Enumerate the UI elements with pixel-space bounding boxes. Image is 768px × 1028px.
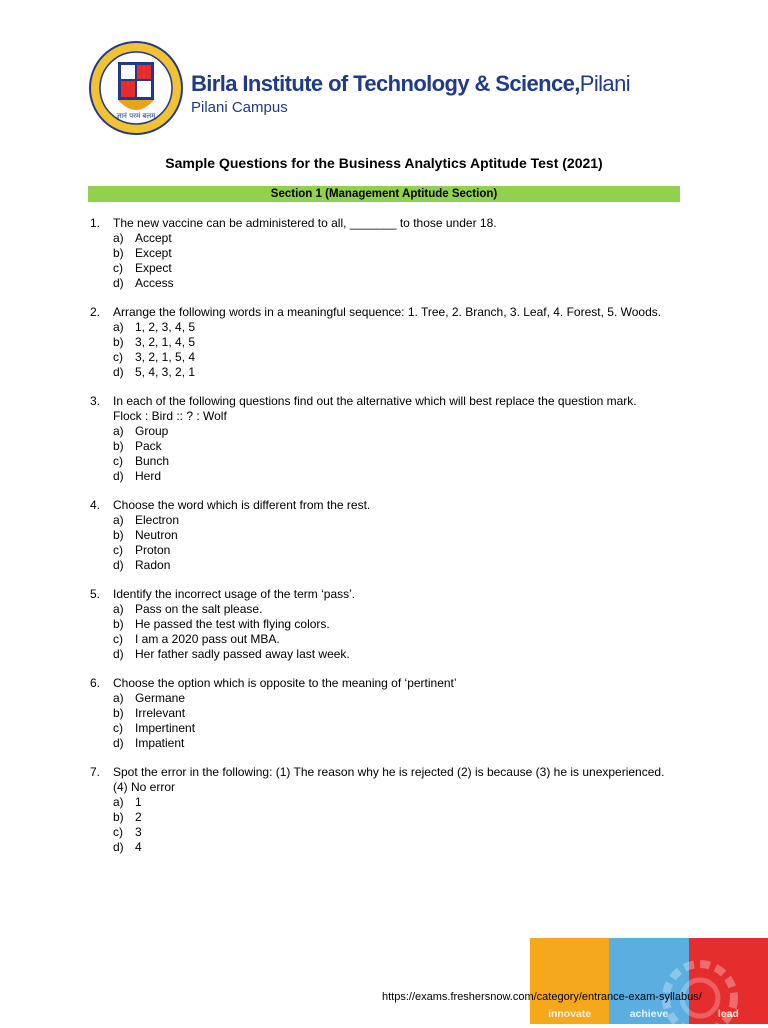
answer-option xyxy=(90,617,690,632)
question-row xyxy=(90,394,690,409)
answer-option xyxy=(90,558,690,573)
option-letter: d) xyxy=(113,276,124,290)
svg-text:ज्ञानं परमं बलम्: ज्ञानं परमं बलम् xyxy=(116,112,156,120)
option-text: Expect xyxy=(135,261,172,275)
option-text: Her father sadly passed away last week. xyxy=(135,647,350,661)
option-text: Impertinent xyxy=(135,721,196,735)
answer-option xyxy=(90,424,690,439)
question-number: 1. xyxy=(90,216,101,230)
option-text: 1 xyxy=(135,795,142,809)
answer-option xyxy=(90,721,690,736)
option-letter: b) xyxy=(113,246,124,260)
gear-watermark-icon xyxy=(640,948,760,1028)
option-letter: b) xyxy=(113,439,124,453)
answer-option xyxy=(90,276,690,291)
answer-option xyxy=(90,365,690,380)
option-text: 1, 2, 3, 4, 5 xyxy=(135,320,196,334)
option-letter: d) xyxy=(113,365,124,379)
question-number: 4. xyxy=(90,498,101,512)
option-text: Access xyxy=(135,276,174,290)
answer-option xyxy=(90,632,690,647)
question-number: 3. xyxy=(90,394,101,408)
question-item xyxy=(90,498,690,573)
option-letter: c) xyxy=(113,543,123,557)
option-letter: a) xyxy=(113,424,124,438)
question-item xyxy=(90,305,690,380)
option-letter: a) xyxy=(113,513,124,527)
option-letter: a) xyxy=(113,231,124,245)
page-header xyxy=(88,40,653,140)
option-text: He passed the test with flying colors. xyxy=(135,617,330,631)
question-text: Arrange the following words in a meaningful sequence: 1. Tree, 2. Branch, 3. Leaf, 4. Forest, 5. Woods. xyxy=(113,305,662,319)
answer-option xyxy=(90,469,690,484)
answer-option xyxy=(90,528,690,543)
question-number: 6. xyxy=(90,676,101,690)
answer-option xyxy=(90,246,690,261)
option-letter: a) xyxy=(113,795,124,809)
option-letter: d) xyxy=(113,469,124,483)
question-text: In each of the following questions find out the alternative which will best replace the question mark. xyxy=(113,394,637,408)
band-label: achieve xyxy=(629,1008,669,1020)
band-innovate xyxy=(530,938,609,1024)
answer-option xyxy=(90,543,690,558)
option-letter: b) xyxy=(113,528,124,542)
bits-pilani-logo-icon xyxy=(88,40,184,136)
answer-option xyxy=(90,320,690,335)
answer-option xyxy=(90,647,690,662)
answer-option xyxy=(90,513,690,528)
option-text: 3 xyxy=(135,825,142,839)
question-subtext: Flock : Bird :: ? : Wolf xyxy=(113,409,227,423)
question-text: The new vaccine can be administered to all, _______ to those under 18. xyxy=(113,216,497,230)
document-title: Sample Questions for the Business Analytics Aptitude Test (2021) xyxy=(165,155,603,171)
question-text: Choose the option which is opposite to the meaning of ‘pertinent’ xyxy=(113,676,457,690)
answer-option xyxy=(90,454,690,469)
answer-option xyxy=(90,810,690,825)
campus-name: Pilani Campus xyxy=(191,99,288,116)
option-letter: c) xyxy=(113,454,123,468)
option-letter: c) xyxy=(113,261,123,275)
option-text: Pack xyxy=(135,439,162,453)
option-text: Irrelevant xyxy=(135,706,186,720)
option-text: Herd xyxy=(135,469,162,483)
band-label: lead xyxy=(717,1008,739,1020)
question-row xyxy=(90,765,690,780)
question-row xyxy=(90,498,690,513)
option-text: Proton xyxy=(135,543,171,557)
option-text: Group xyxy=(135,424,169,438)
option-text: Radon xyxy=(135,558,171,572)
option-letter: b) xyxy=(113,335,124,349)
option-letter: c) xyxy=(113,350,123,364)
option-letter: d) xyxy=(113,647,124,661)
question-text: Identify the incorrect usage of the term ‘pass’. xyxy=(113,587,356,601)
question-item xyxy=(90,394,690,484)
question-row xyxy=(90,587,690,602)
option-letter: d) xyxy=(113,736,124,750)
answer-option xyxy=(90,350,690,365)
question-number: 7. xyxy=(90,765,101,779)
option-text: 2 xyxy=(135,810,142,824)
option-letter: b) xyxy=(113,706,124,720)
answer-option xyxy=(90,231,690,246)
option-text: I am a 2020 pass out MBA. xyxy=(135,632,280,646)
question-text: Spot the error in the following: (1) The reason why he is rejected (2) is because (3) he is unexperienced. xyxy=(113,765,665,779)
option-text: Bunch xyxy=(135,454,170,468)
question-item xyxy=(90,216,690,291)
section-heading: Section 1 (Management Aptitude Section) xyxy=(88,186,680,202)
option-letter: a) xyxy=(113,320,124,334)
answer-option xyxy=(90,335,690,350)
answer-option xyxy=(90,840,690,855)
answer-option xyxy=(90,691,690,706)
question-row xyxy=(90,216,690,231)
question-list xyxy=(90,216,690,869)
question-text: Choose the word which is different from the rest. xyxy=(113,498,371,512)
answer-option xyxy=(90,795,690,810)
option-text: Impatient xyxy=(135,736,185,750)
footer-color-band xyxy=(530,938,768,1024)
question-number: 2. xyxy=(90,305,101,319)
option-text: 3, 2, 1, 4, 5 xyxy=(135,335,196,349)
option-text: Accept xyxy=(135,231,172,245)
option-text: Except xyxy=(135,246,172,260)
option-text: 3, 2, 1, 5, 4 xyxy=(135,350,196,364)
question-item xyxy=(90,765,690,855)
option-letter: d) xyxy=(113,840,124,854)
source-url-link[interactable]: https://exams.freshersnow.com/category/entrance-exam-syllabus/ xyxy=(382,991,702,1003)
option-letter: b) xyxy=(113,810,124,824)
option-text: Pass on the salt please. xyxy=(135,602,263,616)
question-row xyxy=(90,676,690,691)
band-label: innovate xyxy=(548,1008,592,1020)
option-text: Neutron xyxy=(135,528,178,542)
question-subtext: (4) No error xyxy=(113,780,176,794)
option-letter: c) xyxy=(113,825,123,839)
question-row xyxy=(90,305,690,320)
answer-option xyxy=(90,439,690,454)
institute-name: Birla Institute of Technology & Science,Pilani xyxy=(191,71,630,96)
option-letter: b) xyxy=(113,617,124,631)
option-letter: d) xyxy=(113,558,124,572)
option-letter: c) xyxy=(113,721,123,735)
answer-option xyxy=(90,825,690,840)
question-item xyxy=(90,676,690,751)
option-text: Germane xyxy=(135,691,186,705)
option-letter: a) xyxy=(113,602,124,616)
answer-option xyxy=(90,706,690,721)
question-item xyxy=(90,587,690,662)
answer-option xyxy=(90,602,690,617)
question-number: 5. xyxy=(90,587,101,601)
option-letter: a) xyxy=(113,691,124,705)
answer-option xyxy=(90,261,690,276)
option-letter: c) xyxy=(113,632,123,646)
answer-option xyxy=(90,736,690,751)
option-text: 4 xyxy=(135,840,142,854)
option-text: 5, 4, 3, 2, 1 xyxy=(135,365,196,379)
option-text: Electron xyxy=(135,513,180,527)
